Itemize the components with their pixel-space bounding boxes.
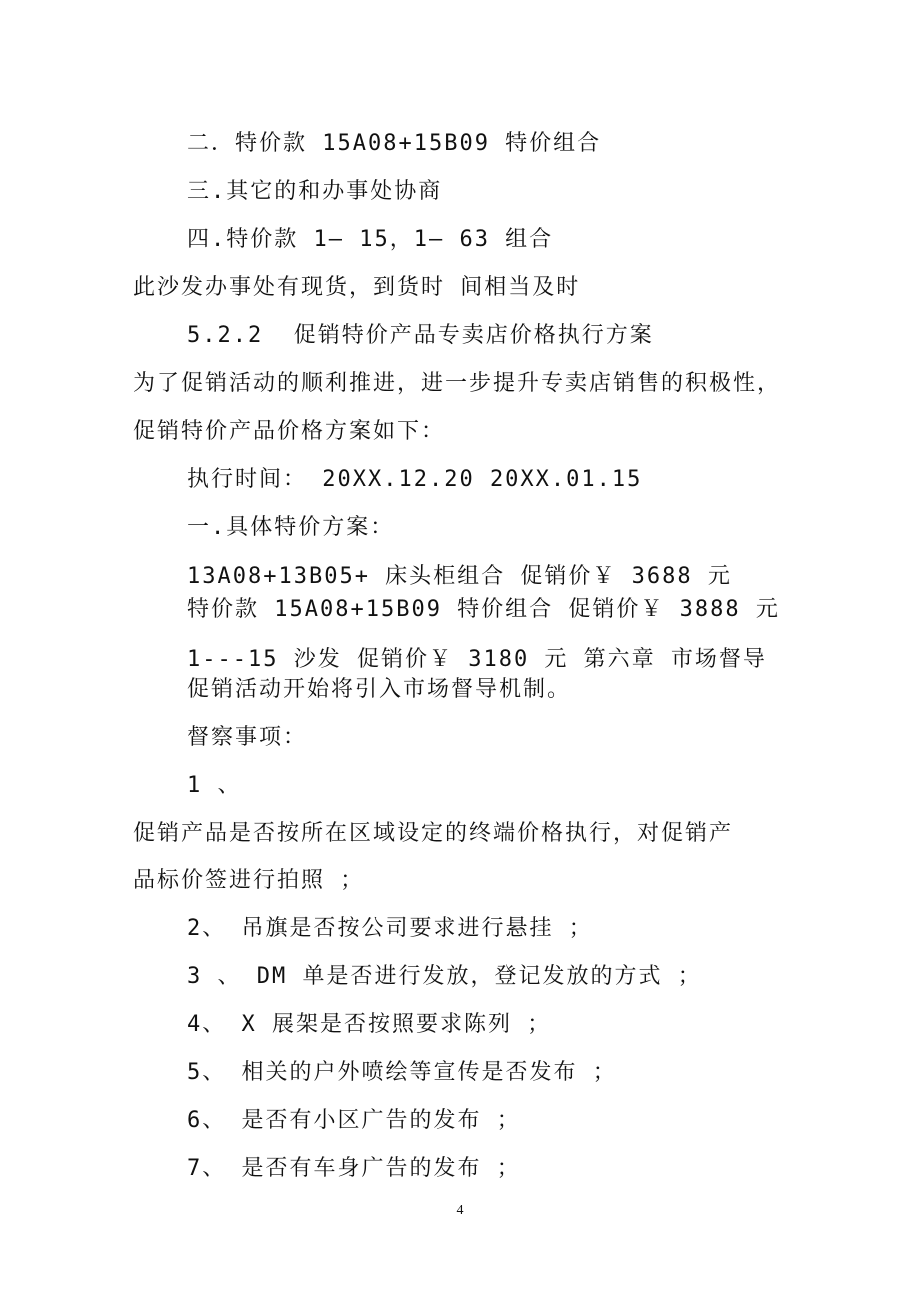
text-line-special-offer-2: 二．特价款 15A08+15B09 特价组合 <box>187 131 602 156</box>
text-line-price-1: 13A08+13B05+ 床头柜组合 促销价￥ 3688 元 <box>187 564 732 589</box>
text-line-supervision: 促销活动开始将引入市场督导机制。 <box>187 677 572 702</box>
text-line-intro: 为了促销活动的顺利推进，进一步提升专卖店销售的积极性， <box>133 371 782 396</box>
section-heading-5-2-2: 5.2.2 促销特价产品专卖店价格执行方案 <box>187 323 654 348</box>
text-line-section-3: 三.其它的和办事处协商 <box>187 179 443 204</box>
text-line-section-4: 四.特价款 1— 15，1— 63 组合 <box>187 227 554 252</box>
text-line-price-2: 特价款 15A08+15B09 特价组合 促销价￥ 3888 元 <box>187 597 780 622</box>
list-item-7: 7、 是否有车身广告的发布 ； <box>187 1156 521 1181</box>
list-item-2: 2、 吊旗是否按公司要求进行悬挂 ； <box>187 916 593 941</box>
text-line-inspection-heading: 督察事项： <box>187 725 308 750</box>
list-item-4: 4、 X 展架是否按照要求陈列 ； <box>187 1012 552 1037</box>
list-item-1-text-cont: 品标价签进行拍照 ； <box>133 868 365 893</box>
text-line-execution-time: 执行时间： 20XX.12.20 20XX.01.15 <box>187 467 643 492</box>
text-line-plan-heading: 一.具体特价方案： <box>187 515 395 540</box>
list-item-3: 3 、 DM 单是否进行发放，登记发放的方式 ； <box>187 964 702 989</box>
list-item-1-label: 1 、 <box>187 773 242 798</box>
list-item-6: 6、 是否有小区广告的发布 ； <box>187 1108 521 1133</box>
text-line-price-3: 1---15 沙发 促销价￥ 3180 元 第六章 市场督导 <box>187 647 767 672</box>
list-item-5: 5、 相关的户外喷绘等宣传是否发布 ； <box>187 1060 617 1085</box>
page-number: 4 <box>456 1203 464 1218</box>
text-line-sofa-stock: 此沙发办事处有现货，到货时 间相当及时 <box>133 275 581 300</box>
list-item-1-text: 促销产品是否按所在区域设定的终端价格执行，对促销产 <box>133 821 734 846</box>
text-line-intro-cont: 促销特价产品价格方案如下： <box>133 419 446 444</box>
